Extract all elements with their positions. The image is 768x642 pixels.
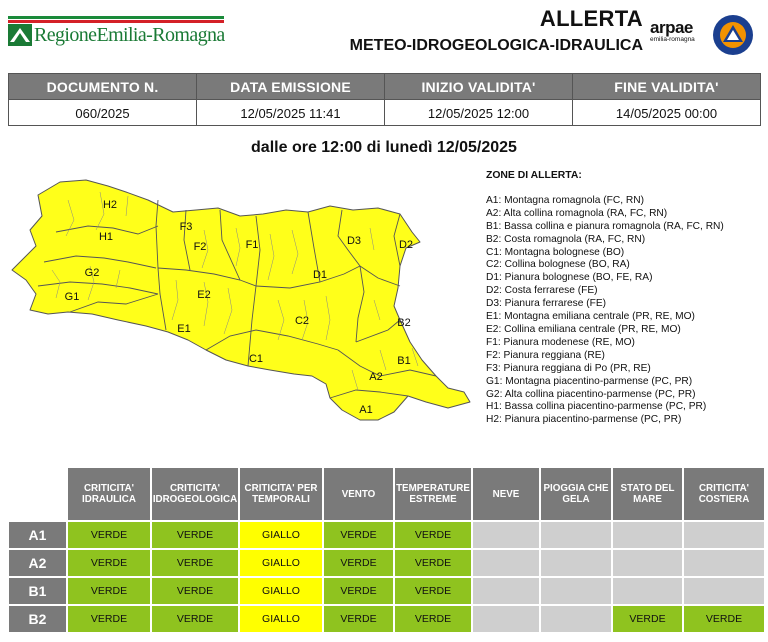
alert-level-cell <box>472 521 540 549</box>
alert-level-cell: VERDE <box>151 605 239 633</box>
zone-label-f1: F1 <box>245 239 259 251</box>
alert-column-header: PIOGGIA CHE GELA <box>540 467 612 521</box>
zone-label-d1: D1 <box>312 269 328 281</box>
zone-label-e1: E1 <box>177 323 191 335</box>
alert-level-cell <box>540 521 612 549</box>
protezione-civile-logo <box>712 14 754 56</box>
alert-row-zone: B2 <box>8 605 67 633</box>
alert-level-cell: GIALLO <box>239 605 323 633</box>
alert-row-a2 <box>8 549 765 577</box>
region-shape <box>12 180 470 420</box>
doc-header-start: INIZIO VALIDITA' <box>385 74 573 99</box>
zone-item: F3: Pianura reggiana di Po (PR, RE) <box>486 362 651 374</box>
alert-level-cell <box>683 521 765 549</box>
validity-period: dalle ore 12:00 di lunedì 12/05/2025 <box>251 139 517 156</box>
zones-legend <box>486 170 762 427</box>
alert-table-header-row <box>8 467 765 521</box>
document-info-table <box>8 73 761 126</box>
alert-column-header: CRITICITA' PER TEMPORALI <box>239 467 323 521</box>
zone-item: C1: Montagna bolognese (BO) <box>486 246 625 258</box>
zone-label-f2: F2 <box>193 241 207 253</box>
document-info-value-row <box>9 100 760 126</box>
alert-level-cell: VERDE <box>323 549 394 577</box>
alert-level-cell: VERDE <box>151 577 239 605</box>
alert-level-cell <box>683 577 765 605</box>
alert-level-cell <box>612 521 683 549</box>
alert-level-cell: VERDE <box>67 549 151 577</box>
alert-levels-table <box>8 467 765 633</box>
alert-level-cell <box>540 605 612 633</box>
alert-column-header: VENTO <box>323 467 394 521</box>
alert-row-zone: A2 <box>8 549 67 577</box>
doc-header-end: FINE VALIDITA' <box>614 78 719 95</box>
arpae-name: arpae <box>650 18 693 37</box>
arpae-logo <box>650 18 706 52</box>
alert-level-cell: VERDE <box>67 521 151 549</box>
doc-start: 12/05/2025 12:00 <box>385 100 573 126</box>
alert-level-cell: VERDE <box>612 605 683 633</box>
alert-level-cell <box>683 549 765 577</box>
alert-table-corner <box>8 467 67 521</box>
zone-item: D2: Costa ferrarese (FE) <box>486 285 598 297</box>
alert-row-b2 <box>8 605 765 633</box>
alert-row-zone: B1 <box>8 577 67 605</box>
zone-item: F1: Pianura modenese (RE, MO) <box>486 336 635 348</box>
page-subtitle: METEO-IDROGEOLOGICA-IDRAULICA <box>349 37 643 54</box>
zone-label-h1: H1 <box>98 231 114 243</box>
alert-level-cell: VERDE <box>394 521 472 549</box>
alert-level-cell: VERDE <box>323 605 394 633</box>
zone-label-c1: C1 <box>248 353 264 365</box>
zone-label-a2: A2 <box>369 371 383 383</box>
zone-item: G2: Alta collina piacentino-parmense (PC, PR) <box>486 388 696 400</box>
region-name: RegioneEmilia-Romagna <box>34 24 225 46</box>
alert-level-cell <box>540 577 612 605</box>
alert-row-zone: A1 <box>8 521 67 549</box>
alert-column-header: CRITICITA' IDRAULICA <box>67 467 151 521</box>
alert-level-cell: VERDE <box>67 605 151 633</box>
arpae-sub: emilia-romagna <box>650 36 695 43</box>
alert-table-body <box>8 521 765 633</box>
zone-label-b1: B1 <box>397 355 411 367</box>
zone-item: E1: Montagna emiliana centrale (PR, RE, MO) <box>486 311 695 323</box>
doc-end: 14/05/2025 00:00 <box>615 105 718 121</box>
alert-column-header: CRITICITA' COSTIERA <box>683 467 765 521</box>
alert-level-cell: VERDE <box>394 605 472 633</box>
alert-column-header: TEMPERATURE ESTREME <box>394 467 472 521</box>
alert-level-cell: GIALLO <box>239 521 323 549</box>
doc-number: 060/2025 <box>9 100 197 126</box>
alert-level-cell: VERDE <box>151 521 239 549</box>
zone-item: F2: Pianura reggiana (RE) <box>486 349 605 361</box>
alert-row-a1 <box>8 521 765 549</box>
alert-level-cell: VERDE <box>323 521 394 549</box>
page-title: ALLERTA <box>539 6 643 31</box>
zone-item: C2: Collina bolognese (BO, RA) <box>486 259 630 271</box>
zone-label-d2: D2 <box>398 239 414 251</box>
zone-label-e2: E2 <box>197 289 211 301</box>
doc-header-issue-date: DATA EMISSIONE <box>197 74 385 99</box>
zone-item: G1: Montagna piacentino-parmense (PC, PR) <box>486 375 693 387</box>
zone-item: H2: Pianura piacentino-parmense (PC, PR) <box>486 414 682 426</box>
zone-item: D3: Pianura ferrarese (FE) <box>486 298 607 310</box>
document-info-header-row <box>9 74 760 100</box>
alert-level-cell <box>612 549 683 577</box>
zone-item: A2: Alta collina romagnola (RA, FC, RN) <box>486 207 668 219</box>
alert-level-cell <box>472 577 540 605</box>
zone-label-d3: D3 <box>346 235 362 247</box>
alert-level-cell: VERDE <box>151 549 239 577</box>
zone-item: A1: Montagna romagnola (FC, RN) <box>486 194 644 206</box>
alert-level-cell: VERDE <box>683 605 765 633</box>
zone-label-g1: G1 <box>64 291 80 303</box>
zone-item: D1: Pianura bolognese (BO, FE, RA) <box>486 272 653 284</box>
alert-level-cell: VERDE <box>67 577 151 605</box>
alert-column-header: STATO DEL MARE <box>612 467 683 521</box>
doc-issue-date: 12/05/2025 11:41 <box>197 100 385 126</box>
alert-level-cell: VERDE <box>394 549 472 577</box>
zone-item: B2: Costa romagnola (RA, FC, RN) <box>486 233 646 245</box>
regione-emilia-romagna-logo <box>8 14 224 48</box>
alert-level-cell: VERDE <box>323 577 394 605</box>
alert-column-header: CRITICITA' IDROGEOLOGICA <box>151 467 239 521</box>
zone-item: E2: Collina emiliana centrale (PR, RE, MO) <box>486 323 681 335</box>
alert-level-cell: VERDE <box>394 577 472 605</box>
alert-zones-map <box>8 170 478 432</box>
zone-label-a1: A1 <box>359 404 373 416</box>
alert-level-cell <box>540 549 612 577</box>
zone-label-g2: G2 <box>84 267 100 279</box>
logo-green-stripe <box>8 16 224 19</box>
alert-level-cell: GIALLO <box>239 549 323 577</box>
zones-heading: ZONE DI ALLERTA: <box>486 170 582 181</box>
logo-red-stripe <box>8 20 224 23</box>
zone-item: B1: Bassa collina e pianura romagnola (RA, FC, RN) <box>486 220 724 232</box>
alert-level-cell <box>612 577 683 605</box>
zone-item: H1: Bassa collina piacentino-parmense (PC, PR) <box>486 401 707 413</box>
alert-level-cell: GIALLO <box>239 577 323 605</box>
region-mark-icon <box>8 24 32 46</box>
alert-row-b1 <box>8 577 765 605</box>
doc-header-number: DOCUMENTO N. <box>9 74 197 99</box>
zone-label-f3: F3 <box>179 221 193 233</box>
zone-label-h2: H2 <box>102 199 118 211</box>
alert-column-header: NEVE <box>472 467 540 521</box>
alert-level-cell <box>472 549 540 577</box>
zone-label-b2: B2 <box>397 317 411 329</box>
zone-label-c2: C2 <box>294 315 310 327</box>
alert-level-cell <box>472 605 540 633</box>
